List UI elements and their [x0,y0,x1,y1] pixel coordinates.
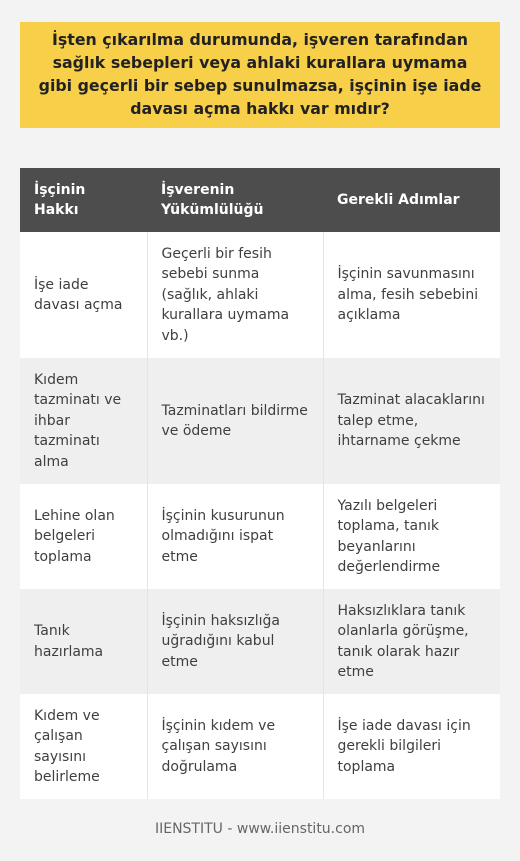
table-row [20,694,500,799]
cell-employer-obligation: Geçerli bir fesih sebebi sunma (sağlık, ahlaki kurallara uymama vb.) [147,232,323,358]
header-worker-right: İşçinin Hakkı [20,168,147,232]
cell-required-steps: Haksızlıklara tanık olanlarla görüşme, tanık olarak hazır etme [323,589,500,694]
cell-required-steps: Tazminat alacaklarını talep etme, ihtarname çekme [323,358,500,484]
cell-worker-right: İşe iade davası açma [20,232,147,358]
cell-worker-right: Kıdem ve çalışan sayısını belirleme [20,694,147,799]
footer-credit: IIENSTITU - www.iienstitu.com [154,821,366,837]
cell-worker-right: Kıdem tazminatı ve ihbar tazminatı alma [20,358,147,484]
header-required-steps: Gerekli Adımlar [323,168,500,232]
cell-employer-obligation: İşçinin kıdem ve çalışan sayısını doğrulama [147,694,323,799]
cell-required-steps: İşe iade davası için gerekli bilgileri toplama [323,694,500,799]
rights-table [20,168,500,799]
page-title: İşten çıkarılma durumunda, işveren tarafından sağlık sebepleri veya ahlaki kurallara uymama gibi geçerli bir sebep sunulmazsa, işçinin işe iade davası açma hakkı var mıdır? [38,30,482,118]
cell-employer-obligation: Tazminatları bildirme ve ödeme [147,358,323,484]
table-row [20,589,500,694]
table-row [20,358,500,484]
cell-worker-right: Tanık hazırlama [20,589,147,694]
cell-employer-obligation: İşçinin haksızlığa uğradığını kabul etme [147,589,323,694]
cell-required-steps: İşçinin savunmasını alma, fesih sebebini açıklama [323,232,500,358]
cell-employer-obligation: İşçinin kusurunun olmadığını ispat etme [147,484,323,589]
table-row [20,232,500,358]
cell-worker-right: Lehine olan belgeleri toplama [20,484,147,589]
cell-required-steps: Yazılı belgeleri toplama, tanık beyanlarını değerlendirme [323,484,500,589]
table-header-row [20,168,500,232]
table-row [20,484,500,589]
title-banner [20,22,500,128]
header-employer-obligation: İşverenin Yükümlülüğü [147,168,323,232]
